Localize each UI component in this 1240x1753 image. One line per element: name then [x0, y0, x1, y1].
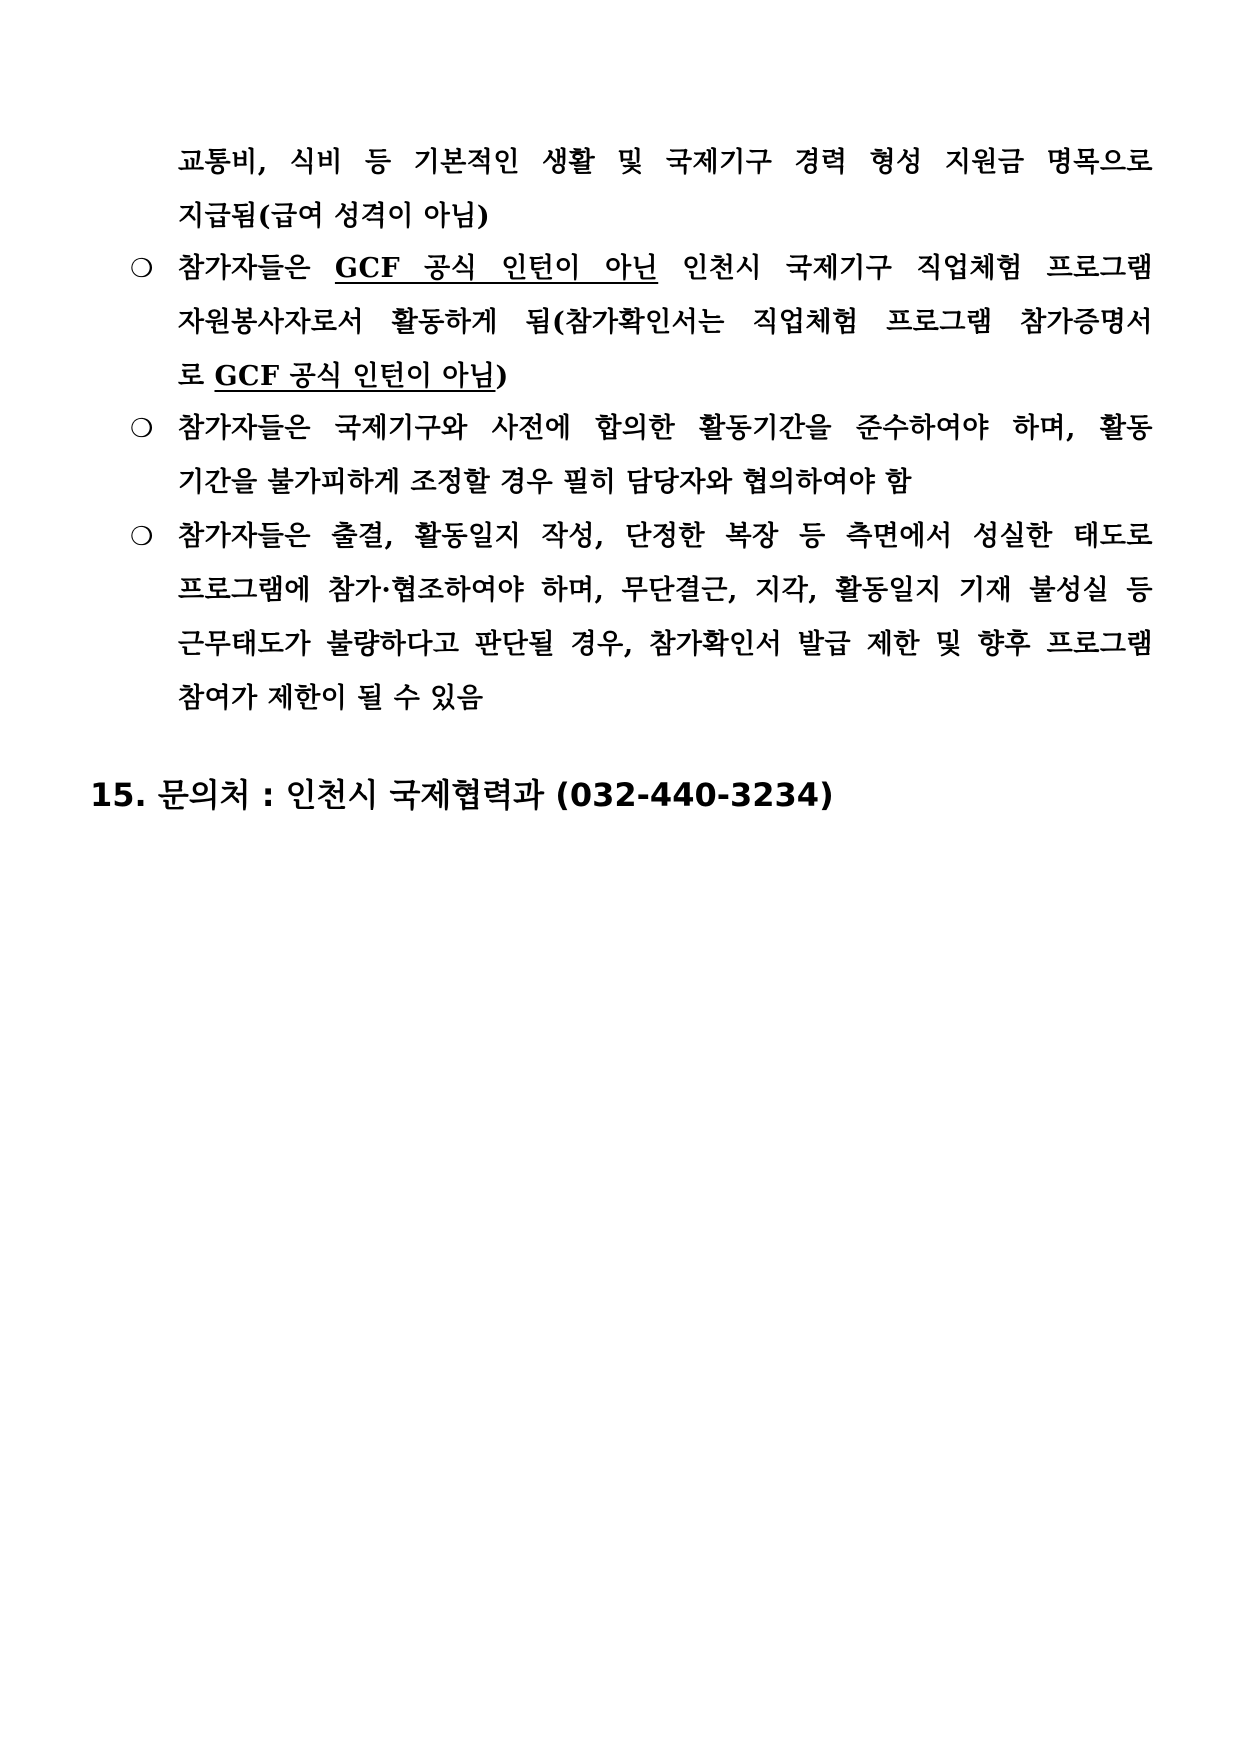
bullet-body: [178, 402, 1153, 510]
section-heading-contact: [90, 770, 834, 820]
bullet-3-line-1: 참가자들은 출결, 활동일지 작성, 단정한 복장 등 측면에서 성실한 태도로: [178, 521, 1153, 552]
circle-bullet-icon: ❍: [130, 414, 154, 444]
bullet-1-line-2: 자원봉사자로서 활동하게 됨(참가확인서는 직업체험 프로그램 참가증명서: [178, 307, 1153, 338]
underlined-text: GCF 공식 인턴이 아님: [214, 361, 496, 392]
continuation-line-1: 교통비, 식비 등 기본적인 생활 및 국제기구 경력 형성 지원금 명목으로: [178, 147, 1153, 178]
bullet-3-line-3: 근무태도가 불량하다고 판단될 경우, 참가확인서 발급 제한 및 향후 프로그램: [178, 629, 1153, 660]
section-title: 문의처 : 인천시 국제협력과 (032-440-3234): [157, 776, 834, 814]
circle-bullet-icon: ❍: [130, 522, 154, 552]
continuation-paragraph: [178, 136, 1153, 244]
bullet-body: [178, 242, 1153, 404]
bullet-3-line-4: 참여가 제한이 될 수 있음: [178, 683, 484, 714]
bullet-body: [178, 510, 1153, 726]
circle-bullet-icon: ❍: [130, 254, 154, 284]
bullet-1-line-3: 로 GCF 공식 인턴이 아님): [178, 361, 509, 392]
underlined-text: GCF 공식 인턴이 아닌: [334, 253, 659, 284]
section-number: 15.: [90, 776, 147, 814]
bullet-2-line-2: 기간을 불가피하게 조정할 경우 필히 담당자와 협의하여야 함: [178, 467, 912, 498]
bullet-1-line-1: 참가자들은 GCF 공식 인턴이 아닌 인천시 국제기구 직업체험 프로그램: [178, 253, 1153, 284]
continuation-line-2: 지급됨(급여 성격이 아님): [178, 201, 491, 232]
bullet-3-line-2: 프로그램에 참가·협조하여야 하며, 무단결근, 지각, 활동일지 기재 불성실 등: [178, 575, 1153, 606]
bullet-2-line-1: 참가자들은 국제기구와 사전에 합의한 활동기간을 준수하여야 하며, 활동: [178, 413, 1153, 444]
